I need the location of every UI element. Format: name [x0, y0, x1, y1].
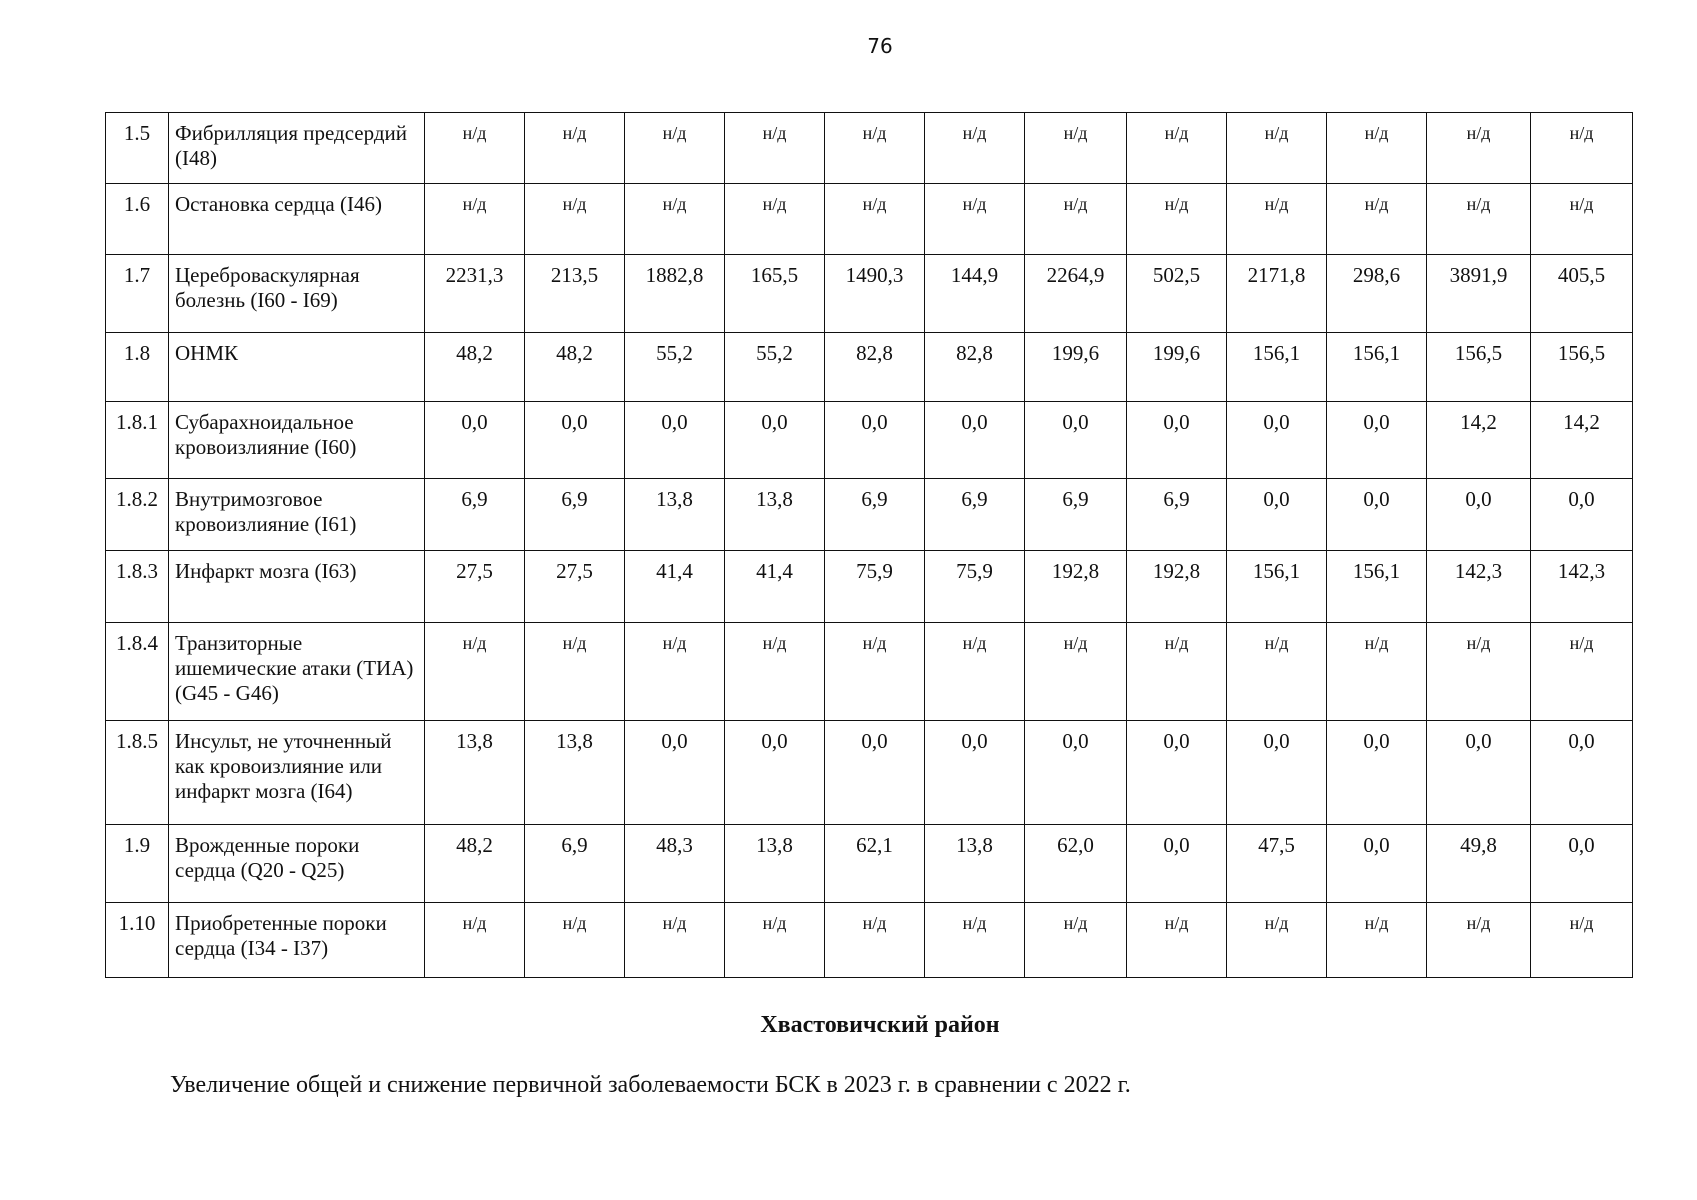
value-cell: 48,3 [625, 825, 725, 903]
value-cell: 156,1 [1327, 333, 1427, 402]
value-cell: 0,0 [1127, 825, 1227, 903]
value-cell: н/д [625, 903, 725, 978]
value-cell: 1882,8 [625, 255, 725, 333]
value-cell: 6,9 [825, 479, 925, 551]
summary-text: Увеличение общей и снижение первичной заболеваемости БСК в 2023 г. в сравнении с 2022 г. [170, 1072, 1131, 1098]
row-number: 1.8.2 [106, 479, 169, 551]
value-cell: 0,0 [1531, 825, 1633, 903]
value-cell: 199,6 [1025, 333, 1127, 402]
value-cell: 0,0 [725, 721, 825, 825]
value-cell: 55,2 [625, 333, 725, 402]
value-cell: 55,2 [725, 333, 825, 402]
value-cell: 0,0 [1227, 479, 1327, 551]
value-cell: н/д [1531, 113, 1633, 184]
value-cell: н/д [1531, 623, 1633, 721]
value-cell: н/д [1127, 623, 1227, 721]
row-name: Цереброваскулярная болезнь (I60 - I69) [169, 255, 425, 333]
morbidity-table [105, 112, 1633, 978]
value-cell: 14,2 [1531, 402, 1633, 479]
value-cell: 75,9 [925, 551, 1025, 623]
value-cell: 0,0 [1327, 825, 1427, 903]
value-cell: 0,0 [625, 402, 725, 479]
value-cell: 0,0 [1127, 721, 1227, 825]
value-cell: 165,5 [725, 255, 825, 333]
value-cell: н/д [425, 623, 525, 721]
value-cell: н/д [1227, 113, 1327, 184]
row-name: ОНМК [169, 333, 425, 402]
table-row [106, 903, 1633, 978]
value-cell: н/д [1327, 903, 1427, 978]
value-cell: н/д [1025, 903, 1127, 978]
page-number: 76 [867, 34, 893, 58]
value-cell: 75,9 [825, 551, 925, 623]
value-cell: 0,0 [925, 721, 1025, 825]
value-cell: 0,0 [525, 402, 625, 479]
row-number: 1.5 [106, 113, 169, 184]
value-cell: н/д [1127, 184, 1227, 255]
row-name: Фибрилляция предсердий (I48) [169, 113, 425, 184]
table-row [106, 623, 1633, 721]
value-cell: 13,8 [625, 479, 725, 551]
value-cell: н/д [1427, 184, 1531, 255]
value-cell: н/д [925, 903, 1025, 978]
value-cell: 13,8 [725, 825, 825, 903]
value-cell: н/д [1127, 113, 1227, 184]
value-cell: н/д [725, 903, 825, 978]
value-cell: 2231,3 [425, 255, 525, 333]
value-cell: 6,9 [1025, 479, 1127, 551]
value-cell: 298,6 [1327, 255, 1427, 333]
value-cell: 0,0 [1227, 402, 1327, 479]
row-name: Инсульт, не уточненный как кровоизлияние или инфаркт мозга (I64) [169, 721, 425, 825]
value-cell: н/д [425, 113, 525, 184]
value-cell: н/д [1327, 623, 1427, 721]
value-cell: н/д [1025, 184, 1127, 255]
value-cell: 0,0 [825, 721, 925, 825]
value-cell: н/д [1327, 113, 1427, 184]
value-cell: н/д [525, 184, 625, 255]
table-row [106, 255, 1633, 333]
section-title: Хвастовичский район [760, 1012, 1000, 1038]
value-cell: 142,3 [1427, 551, 1531, 623]
value-cell: 0,0 [1427, 721, 1531, 825]
row-number: 1.8.3 [106, 551, 169, 623]
value-cell: 13,8 [925, 825, 1025, 903]
value-cell: 156,1 [1327, 551, 1427, 623]
value-cell: 502,5 [1127, 255, 1227, 333]
value-cell: н/д [425, 184, 525, 255]
value-cell: 14,2 [1427, 402, 1531, 479]
value-cell: н/д [1531, 903, 1633, 978]
value-cell: 192,8 [1127, 551, 1227, 623]
table-row [106, 721, 1633, 825]
value-cell: 0,0 [725, 402, 825, 479]
table-row [106, 184, 1633, 255]
value-cell: н/д [425, 903, 525, 978]
value-cell: 27,5 [525, 551, 625, 623]
value-cell: 82,8 [925, 333, 1025, 402]
value-cell: н/д [1531, 184, 1633, 255]
value-cell: 6,9 [1127, 479, 1227, 551]
value-cell: н/д [825, 903, 925, 978]
value-cell: 41,4 [725, 551, 825, 623]
value-cell: 192,8 [1025, 551, 1127, 623]
value-cell: н/д [725, 184, 825, 255]
row-number: 1.10 [106, 903, 169, 978]
table-row [106, 333, 1633, 402]
row-name: Инфаркт мозга (I63) [169, 551, 425, 623]
value-cell: 0,0 [425, 402, 525, 479]
value-cell: 27,5 [425, 551, 525, 623]
value-cell: н/д [925, 184, 1025, 255]
value-cell: н/д [925, 623, 1025, 721]
value-cell: 13,8 [725, 479, 825, 551]
table-row [106, 479, 1633, 551]
table-row [106, 113, 1633, 184]
value-cell: 0,0 [625, 721, 725, 825]
value-cell: 0,0 [825, 402, 925, 479]
value-cell: 2264,9 [1025, 255, 1127, 333]
value-cell: н/д [925, 113, 1025, 184]
value-cell: н/д [1227, 623, 1327, 721]
value-cell: н/д [625, 113, 725, 184]
row-number: 1.6 [106, 184, 169, 255]
value-cell: н/д [1127, 903, 1227, 978]
value-cell: 49,8 [1427, 825, 1531, 903]
value-cell: 156,5 [1531, 333, 1633, 402]
row-name: Субарахноидальное кровоизлияние (I60) [169, 402, 425, 479]
value-cell: 62,1 [825, 825, 925, 903]
value-cell: 0,0 [1127, 402, 1227, 479]
value-cell: н/д [725, 113, 825, 184]
value-cell: 0,0 [1227, 721, 1327, 825]
row-name: Приобретенные пороки сердца (I34 - I37) [169, 903, 425, 978]
table-row [106, 825, 1633, 903]
value-cell: н/д [825, 113, 925, 184]
value-cell: 6,9 [425, 479, 525, 551]
row-number: 1.8 [106, 333, 169, 402]
value-cell: 2171,8 [1227, 255, 1327, 333]
value-cell: 0,0 [1025, 721, 1127, 825]
value-cell: 0,0 [1327, 721, 1427, 825]
value-cell: 156,1 [1227, 333, 1327, 402]
row-name: Остановка сердца (I46) [169, 184, 425, 255]
row-name: Транзиторные ишемические атаки (ТИА) (G45 - G46) [169, 623, 425, 721]
value-cell: 199,6 [1127, 333, 1227, 402]
value-cell: 47,5 [1227, 825, 1327, 903]
value-cell: 41,4 [625, 551, 725, 623]
value-cell: 156,5 [1427, 333, 1531, 402]
value-cell: н/д [525, 113, 625, 184]
table-row [106, 402, 1633, 479]
value-cell: 6,9 [525, 825, 625, 903]
value-cell: н/д [1427, 113, 1531, 184]
row-number: 1.7 [106, 255, 169, 333]
value-cell: н/д [1025, 623, 1127, 721]
row-number: 1.8.5 [106, 721, 169, 825]
value-cell: н/д [525, 623, 625, 721]
value-cell: 213,5 [525, 255, 625, 333]
value-cell: 48,2 [425, 825, 525, 903]
row-name: Врожденные пороки сердца (Q20 - Q25) [169, 825, 425, 903]
value-cell: 82,8 [825, 333, 925, 402]
value-cell: н/д [625, 623, 725, 721]
value-cell: 48,2 [425, 333, 525, 402]
value-cell: н/д [825, 623, 925, 721]
value-cell: 0,0 [1531, 479, 1633, 551]
value-cell: н/д [1227, 184, 1327, 255]
value-cell: 0,0 [1427, 479, 1531, 551]
value-cell: 13,8 [525, 721, 625, 825]
value-cell: н/д [825, 184, 925, 255]
value-cell: 6,9 [525, 479, 625, 551]
value-cell: н/д [1327, 184, 1427, 255]
value-cell: н/д [1025, 113, 1127, 184]
value-cell: н/д [725, 623, 825, 721]
row-number: 1.8.1 [106, 402, 169, 479]
value-cell: 0,0 [1327, 402, 1427, 479]
value-cell: 62,0 [1025, 825, 1127, 903]
value-cell: н/д [1227, 903, 1327, 978]
value-cell: 1490,3 [825, 255, 925, 333]
value-cell: 0,0 [1025, 402, 1127, 479]
row-number: 1.8.4 [106, 623, 169, 721]
row-number: 1.9 [106, 825, 169, 903]
value-cell: 3891,9 [1427, 255, 1531, 333]
value-cell: 0,0 [925, 402, 1025, 479]
value-cell: 13,8 [425, 721, 525, 825]
table-row [106, 551, 1633, 623]
row-name: Внутримозговое кровоизлияние (I61) [169, 479, 425, 551]
value-cell: 156,1 [1227, 551, 1327, 623]
value-cell: 6,9 [925, 479, 1025, 551]
value-cell: н/д [525, 903, 625, 978]
value-cell: 405,5 [1531, 255, 1633, 333]
value-cell: н/д [625, 184, 725, 255]
value-cell: н/д [1427, 623, 1531, 721]
value-cell: 142,3 [1531, 551, 1633, 623]
value-cell: н/д [1427, 903, 1531, 978]
value-cell: 0,0 [1531, 721, 1633, 825]
value-cell: 144,9 [925, 255, 1025, 333]
value-cell: 0,0 [1327, 479, 1427, 551]
value-cell: 48,2 [525, 333, 625, 402]
